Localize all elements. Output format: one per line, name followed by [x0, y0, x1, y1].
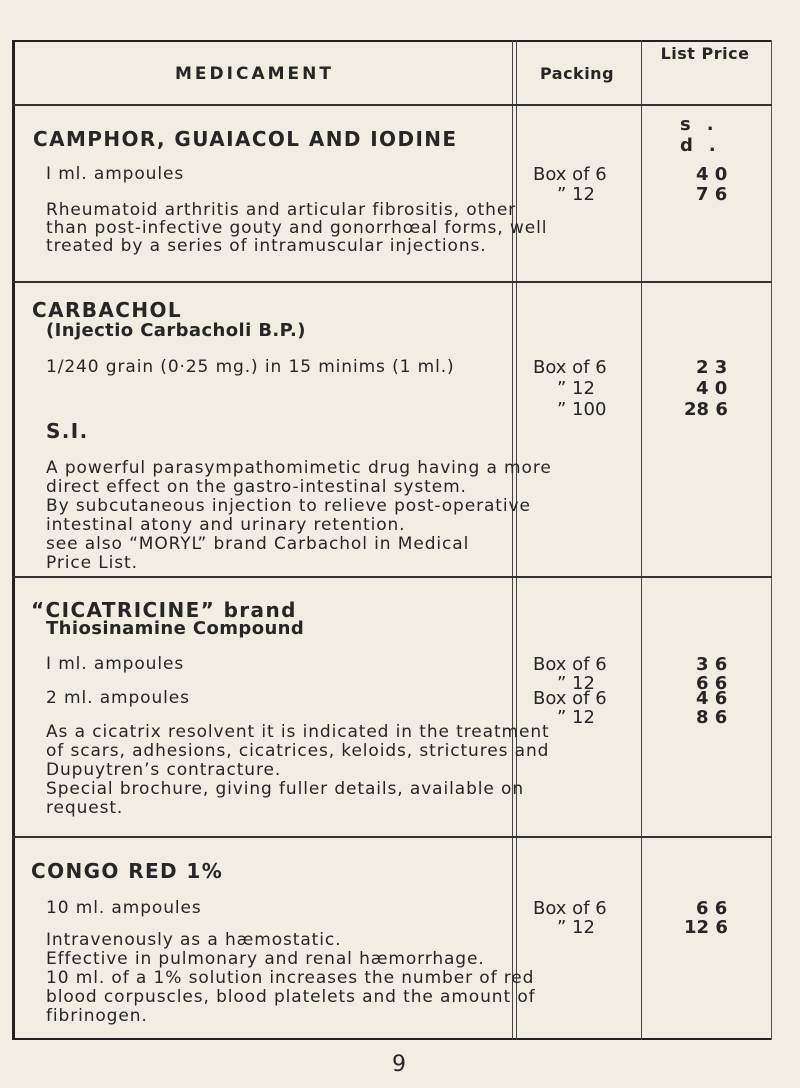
price-cell: 4 6	[696, 688, 728, 709]
product-subtitle: Thiosinamine Compound	[46, 618, 305, 639]
column-header-list-price: List Price	[660, 44, 750, 63]
product-form: 10 ml. ampoules	[46, 898, 202, 918]
description-line: Price List.	[46, 553, 138, 573]
description-line: see also “MORYL” brand Carbachol in Medical	[46, 534, 470, 554]
description-line: of scars, adhesions, cicatrices, keloids, strictures and	[46, 741, 550, 761]
section-divider	[12, 576, 772, 578]
description-line: request.	[46, 798, 124, 818]
description-line: than post-infective gouty and gonorrhœal forms, well	[46, 218, 548, 238]
packing-cell: ” 12	[557, 184, 595, 205]
price-cell: 12 6	[684, 917, 728, 938]
price-cell: 6 6	[696, 673, 728, 694]
description-line: Special brochure, giving fuller details, available on	[46, 779, 525, 799]
description-line: Dupuytren’s contracture.	[46, 760, 282, 780]
packing-cell: Box of 6	[533, 898, 607, 919]
packing-cell: ” 100	[557, 399, 607, 420]
product-name: CAMPHOR, GUAIACOL AND IODINE	[33, 127, 458, 151]
section-divider	[12, 836, 772, 838]
description-line: A powerful parasympathomimetic drug having a more	[46, 458, 552, 478]
product-name: CARBACHOL	[32, 298, 183, 322]
column-divider	[516, 40, 517, 1040]
description-line: fibrinogen.	[46, 1006, 148, 1026]
description-line: As a cicatrix resolvent it is indicated in the treatment	[46, 722, 550, 742]
table-bottom-border	[12, 1038, 772, 1040]
price-cell: 4 0	[696, 164, 728, 185]
column-header-medicament: MEDICAMENT	[175, 64, 334, 84]
packing-cell: ” 12	[557, 917, 595, 938]
column-divider	[641, 40, 642, 1040]
packing-cell: Box of 6	[533, 688, 607, 709]
description-line: Intravenously as a hæmostatic.	[46, 930, 342, 950]
table-left-border	[12, 40, 15, 1040]
price-cell: 3 6	[696, 654, 728, 675]
description-line: Effective in pulmonary and renal hæmorrhage.	[46, 949, 485, 969]
table-top-border	[12, 40, 772, 42]
description-line: By subcutaneous injection to relieve post-operative	[46, 496, 531, 516]
page-number: 9	[392, 1052, 406, 1077]
price-cell: 7 6	[696, 184, 728, 205]
price-cell: 6 6	[696, 898, 728, 919]
packing-cell: ” 12	[557, 707, 595, 728]
price-cell: 8 6	[696, 707, 728, 728]
product-name: “CICATRICINE” brand	[31, 598, 297, 622]
description-line: blood corpuscles, blood platelets and the amount of	[46, 987, 536, 1007]
currency-units: s. d.	[680, 114, 732, 156]
packing-cell: ” 12	[557, 378, 595, 399]
header-divider	[12, 104, 772, 106]
price-cell: 2 3	[696, 357, 728, 378]
column-divider	[512, 40, 513, 1040]
description-line: intestinal atony and urinary retention.	[46, 515, 406, 535]
product-note: S.I.	[46, 419, 89, 443]
product-subtitle: (Injectio Carbacholi B.P.)	[46, 320, 306, 341]
description-line: 10 ml. of a 1% solution increases the number of red	[46, 968, 535, 988]
description-line: direct effect on the gastro-intestinal system.	[46, 477, 467, 497]
packing-cell: ” 12	[557, 673, 595, 694]
description-line: treated by a series of intramuscular injections.	[46, 236, 487, 256]
product-form: 1/240 grain (0·25 mg.) in 15 minims (1 ml.)	[46, 357, 455, 377]
product-form: I ml. ampoules	[46, 164, 185, 184]
product-name: CONGO RED 1%	[31, 859, 224, 883]
price-cell: 4 0	[696, 378, 728, 399]
price-cell: 28 6	[684, 399, 728, 420]
column-header-packing: Packing	[539, 64, 615, 83]
table-right-border	[771, 40, 772, 1040]
description-line: Rheumatoid arthritis and articular fibrositis, other	[46, 200, 517, 220]
packing-cell: Box of 6	[533, 654, 607, 675]
product-form: 2 ml. ampoules	[46, 688, 190, 708]
section-divider	[12, 281, 772, 283]
packing-cell: Box of 6	[533, 357, 607, 378]
product-form: I ml. ampoules	[46, 654, 185, 674]
packing-cell: Box of 6	[533, 164, 607, 185]
